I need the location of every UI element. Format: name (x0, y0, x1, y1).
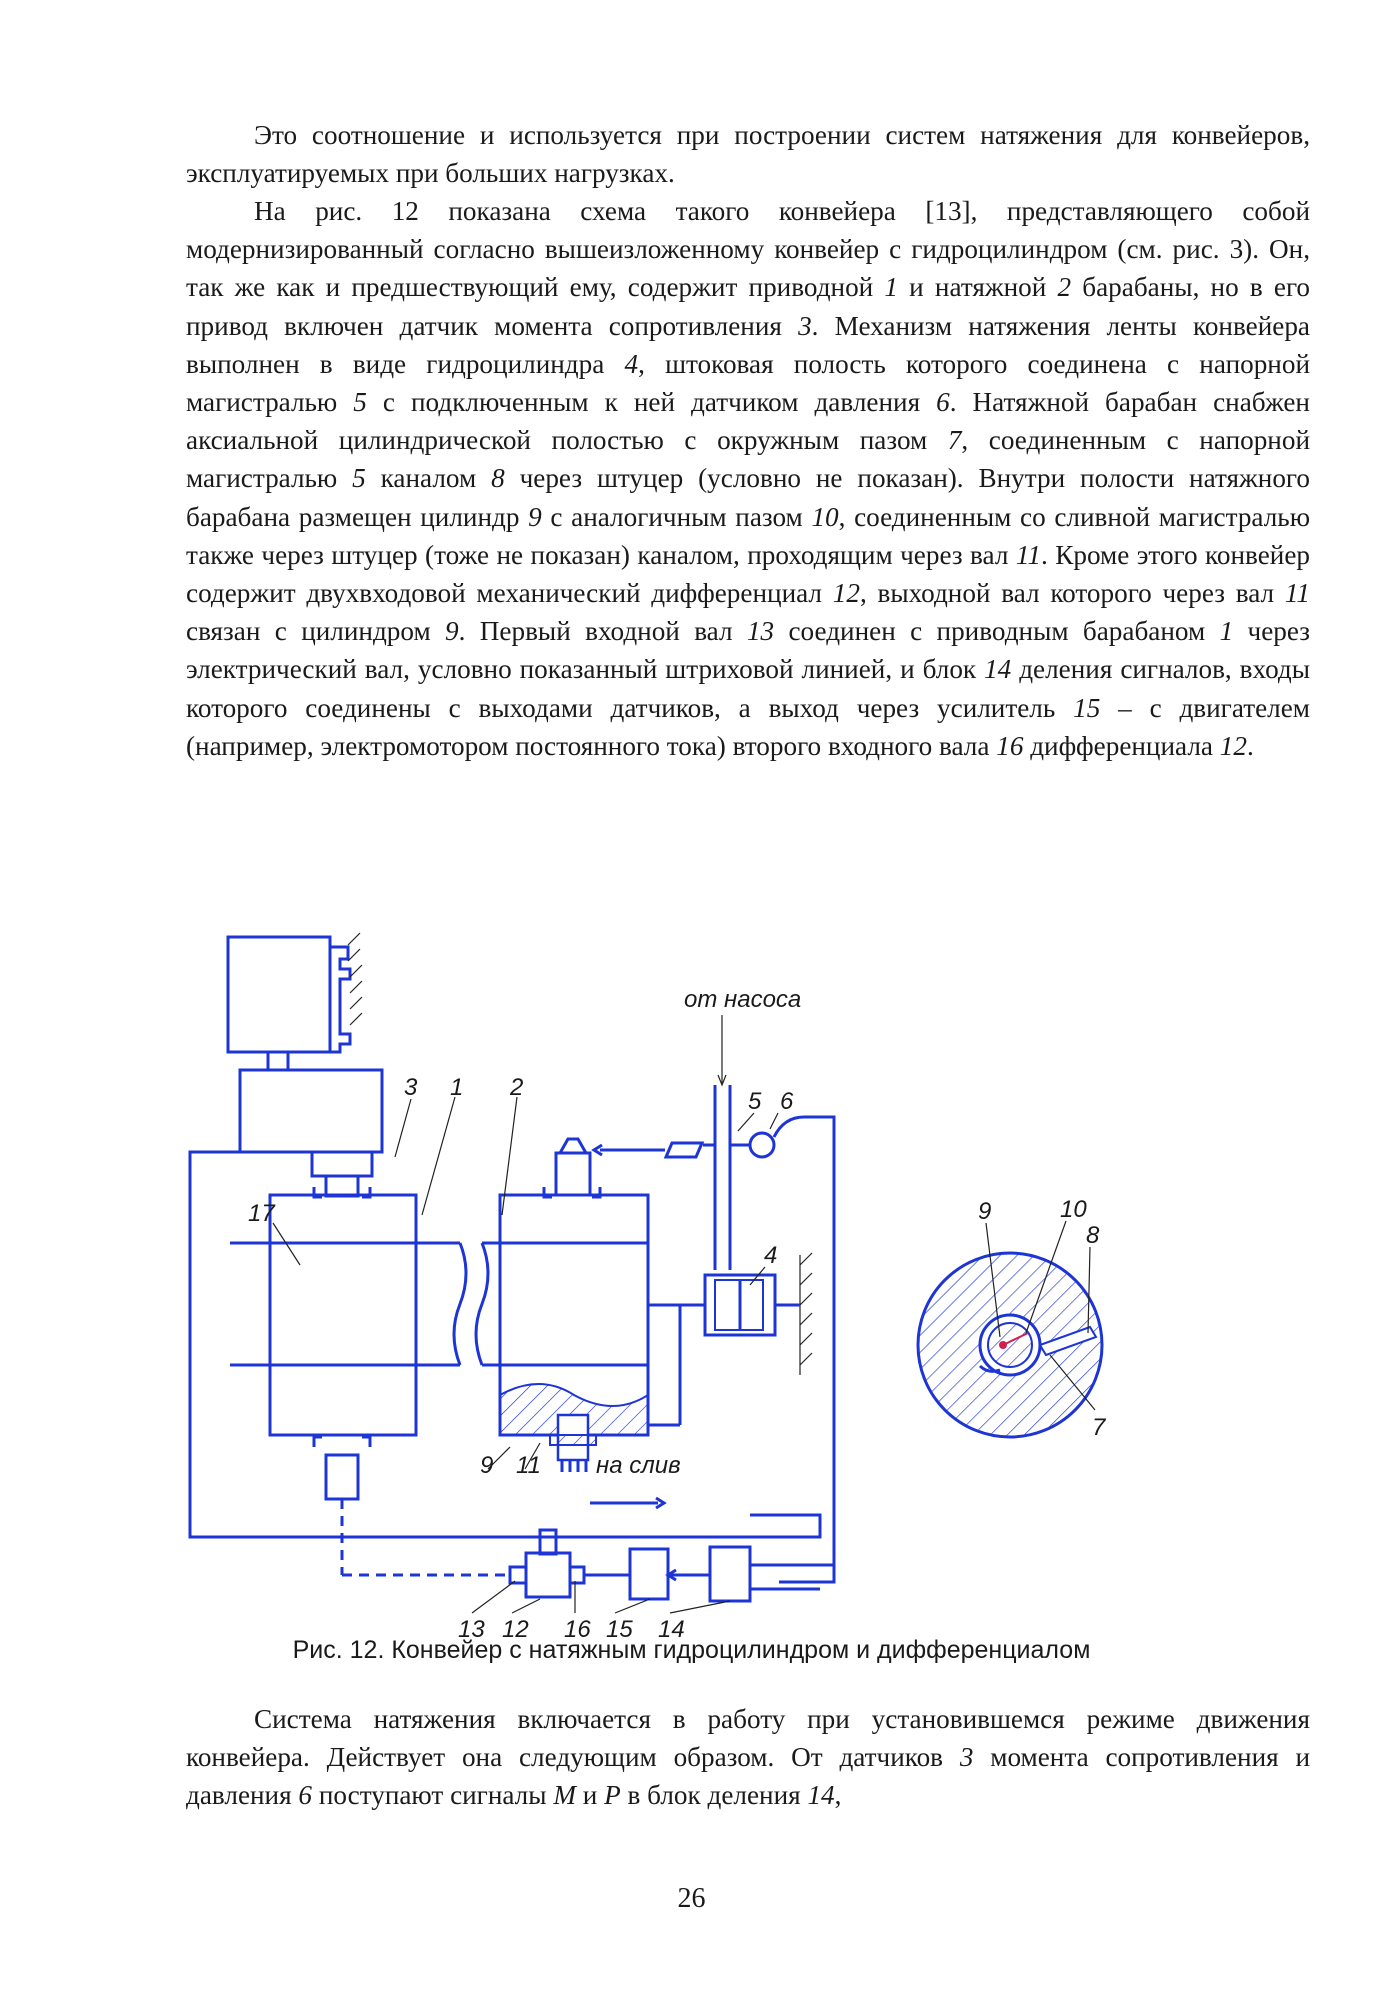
tension-drum (482, 1139, 648, 1472)
paragraph-2: На рис. 12 показана схема такого конвейера [13], представляющего собой модернизированный согласно вышеизложенному конвейер с гидроцилиндром (см. рис. 3). Он, так же как и предшествующий ему, содержит приводной 1 и натяжной 2 барабаны, но в его привод включен датчик момента сопротивления 3. Механизм натяжения ленты конвейера выполнен в виде гидроцилиндра 4, штоковая полость которого соединена с напорной магистралью 5 с подключенным к ней датчиком давления 6. Натяжной барабан снабжен аксиальной цилиндрической полостью с окружным пазом 7, соединенным с напорной магистралью 5 каналом 8 через штуцер (условно не показан). Внутри полости натяжного барабана размещен цилиндр 9 с аналогичным пазом 10, соединенным со сливной магистралью также через штуцер (тоже не показан) каналом, проходящим через вал 11. Кроме этого конвейер содержит двухвходовой механический дифференциал 12, выходной вал которого через вал 11 связан с цилиндром 9. Первый входной вал 13 соединен с приводным барабаном 1 через электрический вал, условно показанный штриховой линией, и блок 14 деления сигналов, входы которого соединены с выходами датчиков, а выход через усилитель 15 – с двигателем (например, электромотором постоянного тока) второго входного вала 16 дифференциала 12. (186, 196, 1311, 761)
italic-ref: 3 (798, 310, 812, 341)
italic-ref: 9 (445, 616, 459, 647)
italic-ref: 11 (1284, 578, 1310, 609)
italic-ref: M (553, 1780, 576, 1811)
drive-motor (228, 933, 362, 1070)
hydraulic-circuit (648, 1015, 834, 1582)
italic-ref: 16 (996, 730, 1024, 761)
divider-block-14 (710, 1547, 750, 1601)
label-3: 3 (404, 1074, 418, 1101)
label-17: 17 (248, 1200, 275, 1227)
italic-ref: 1 (1219, 616, 1234, 647)
italic-ref: 12 (832, 578, 860, 609)
label-9: 9 (480, 1452, 494, 1479)
italic-ref: 7 (947, 425, 962, 456)
italic-ref: 14 (984, 654, 1012, 685)
drive-shaft-top (326, 1176, 358, 1196)
label-12: 12 (502, 1616, 529, 1643)
page-number: 26 (677, 1883, 706, 1914)
italic-ref: 10 (811, 501, 839, 532)
italic-ref: 2 (1057, 272, 1072, 303)
conveyor-diagram (210, 925, 1290, 1643)
label-14: 14 (658, 1616, 685, 1643)
figure-caption: Рис. 12. Конвейер с натяжным гидроцилиндром и дифференциалом (292, 1636, 1091, 1664)
label-4: 4 (764, 1242, 778, 1269)
gearbox (240, 1070, 382, 1152)
label-7: 7 (1092, 1414, 1106, 1441)
label-2: 2 (510, 1074, 524, 1101)
italic-ref: 8 (491, 463, 505, 494)
label-10: 10 (1060, 1196, 1087, 1223)
paragraph-1: Это соотношение и используется при построении систем натяжения для конвейеров, эксплуатируемых при больших нагрузках. (186, 120, 1310, 189)
label-from-pump: от насоса (684, 986, 802, 1013)
italic-ref: 11 (1015, 539, 1041, 570)
italic-ref: 6 (936, 387, 950, 418)
italic-ref: 12 (1219, 730, 1247, 761)
label-6: 6 (780, 1088, 794, 1115)
label-16: 16 (564, 1616, 591, 1643)
label-15: 15 (606, 1616, 633, 1643)
drum-cross-section (918, 1253, 1102, 1437)
italic-ref: 1 (884, 272, 898, 303)
italic-ref: 9 (528, 501, 542, 532)
label-drain: на слив (596, 1452, 681, 1479)
italic-ref: 13 (746, 616, 775, 647)
italic-ref: 3 (959, 1742, 974, 1773)
italic-ref: 4 (624, 348, 639, 379)
differential-12 (526, 1553, 570, 1597)
italic-ref: 6 (298, 1780, 313, 1811)
drive-shaft-bottom (326, 1455, 358, 1499)
italic-ref: 15 (1073, 692, 1101, 723)
label-8: 8 (1086, 1222, 1100, 1249)
label-13: 13 (458, 1616, 485, 1643)
label-11: 11 (516, 1452, 541, 1479)
label-9-section: 9 (978, 1198, 992, 1225)
torque-sensor (312, 1152, 372, 1176)
label-5: 5 (748, 1088, 762, 1115)
paragraph-3: Система натяжения включается в работу при установившемся режиме движения конвейера. Действует она следующим образом. От датчиков 3 момента сопротивления и давления 6 поступают сигналы M и P в блок деления 14, (186, 1704, 1311, 1811)
italic-ref: 5 (352, 463, 366, 494)
italic-ref: P (604, 1780, 621, 1811)
italic-ref: 5 (353, 387, 367, 418)
drive-drum (230, 1195, 488, 1435)
label-1: 1 (450, 1074, 464, 1101)
italic-ref: 14 (807, 1780, 835, 1811)
amplifier-15 (630, 1549, 668, 1599)
